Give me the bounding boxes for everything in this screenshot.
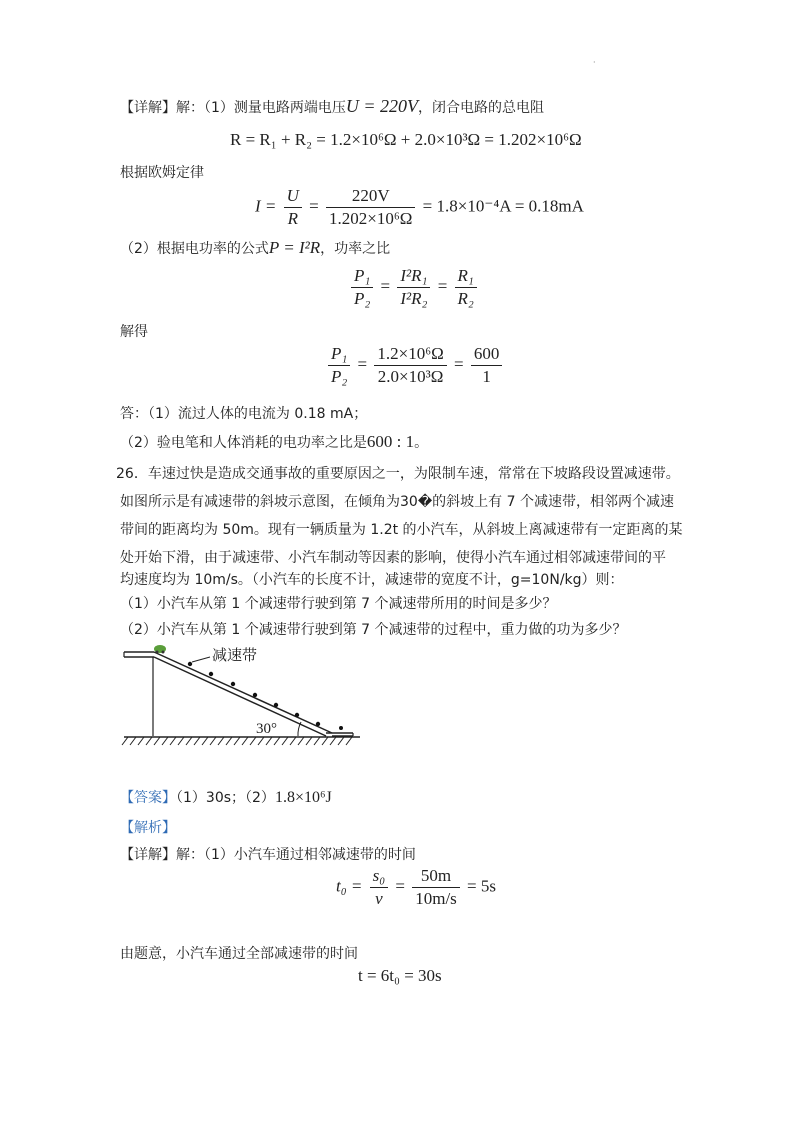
equation-total-time: t = 6t₀ = 30s bbox=[358, 966, 442, 985]
equation-ratio-result bbox=[325, 344, 505, 387]
equals: = bbox=[380, 276, 391, 296]
den: 10m/s bbox=[415, 889, 457, 908]
hatch-mark bbox=[146, 737, 152, 745]
den: I²R₂ bbox=[400, 289, 428, 308]
eq-rhs: = 1.8×10⁻⁴A = 0.18mA bbox=[422, 196, 584, 216]
label-pointer bbox=[192, 657, 210, 662]
den: v bbox=[375, 889, 383, 908]
hatch-mark bbox=[346, 737, 352, 745]
question-26-line-5: 均速度均为 10m/s。（小汽车的长度不计，减速带的宽度不计，g=10N/kg）则： bbox=[120, 572, 624, 588]
den: 2.0×10³Ω bbox=[377, 367, 444, 386]
hatch-mark bbox=[234, 737, 240, 745]
detail-line-1 bbox=[120, 96, 544, 118]
power-formula-line bbox=[120, 238, 390, 259]
speed-bump bbox=[209, 672, 213, 676]
hatch-mark bbox=[274, 737, 280, 745]
fraction bbox=[471, 344, 503, 387]
den: R bbox=[287, 209, 298, 228]
num: P₁ bbox=[328, 344, 350, 366]
speed-bump bbox=[188, 662, 192, 666]
speed-bump-label: 减速带 bbox=[212, 646, 258, 664]
equation-total-resistance: R = R₁ + R₂ = 1.2×10⁶Ω + 2.0×10³Ω = 1.202×10⁶Ω bbox=[230, 130, 582, 149]
hatch-mark bbox=[306, 737, 312, 745]
answer-tag: 【答案】 bbox=[120, 790, 176, 806]
hatch-mark bbox=[186, 737, 192, 745]
fraction bbox=[370, 866, 389, 909]
hatch-mark bbox=[178, 737, 184, 745]
car-wheel bbox=[156, 651, 159, 654]
hatch-mark bbox=[130, 737, 136, 745]
math-power: P = I²R bbox=[268, 238, 321, 257]
answer-line bbox=[120, 788, 332, 808]
hatch-mark bbox=[282, 737, 288, 745]
equals: = bbox=[454, 354, 464, 374]
num: I²R₁ bbox=[397, 266, 430, 288]
text: ，闭合电路的总电阻 bbox=[418, 100, 545, 116]
den: 1.202×10⁶Ω bbox=[329, 209, 413, 228]
solve-line: 解得 bbox=[120, 324, 148, 340]
eq-rhs: = 5s bbox=[467, 876, 496, 896]
answer-line-1: 答：（1）流过人体的电流为 0.18 mA； bbox=[120, 406, 368, 422]
hatch-mark bbox=[202, 737, 208, 745]
text: 【详解】解：（1）测量电路两端电压 bbox=[120, 100, 346, 116]
num: P₁ bbox=[351, 266, 373, 288]
hatch-mark bbox=[210, 737, 216, 745]
math-voltage: U = 220V bbox=[345, 96, 419, 116]
num: 1.2×10⁶Ω bbox=[374, 344, 446, 366]
den: R₂ bbox=[457, 289, 474, 308]
hatch-mark bbox=[218, 737, 224, 745]
hatch-mark bbox=[242, 737, 248, 745]
text: （2）验电笔和人体消耗的电功率之比是 bbox=[120, 435, 367, 451]
question-26-line-1: 26．车速过快是造成交通事故的重要原因之一，为限制车速，常常在下坡路段设置减速带。 bbox=[116, 466, 680, 482]
hatch-mark bbox=[322, 737, 328, 745]
speed-bump bbox=[274, 703, 278, 707]
fraction bbox=[455, 266, 477, 309]
math-ratio: 600 : 1 bbox=[366, 432, 415, 451]
num: 220V bbox=[326, 186, 415, 208]
hatch-mark bbox=[338, 737, 344, 745]
detail-line-3: 由题意，小汽车通过全部减速带的时间 bbox=[120, 946, 358, 962]
hatch-mark bbox=[138, 737, 144, 745]
angle-label: 30° bbox=[256, 721, 277, 737]
hatch-mark bbox=[258, 737, 264, 745]
den: 1 bbox=[482, 367, 491, 386]
hatch-mark bbox=[266, 737, 272, 745]
hatch-mark bbox=[162, 737, 168, 745]
hatch-mark bbox=[154, 737, 160, 745]
fraction bbox=[397, 266, 430, 309]
num: s₀ bbox=[370, 866, 389, 888]
den: P₂ bbox=[354, 289, 371, 308]
detail-line-2: 【详解】解：（1）小汽车通过相邻减速带的时间 bbox=[120, 847, 416, 863]
hatch-mark bbox=[226, 737, 232, 745]
speed-bump bbox=[253, 693, 257, 697]
eq-lhs: I = bbox=[255, 196, 277, 216]
hatch-mark bbox=[170, 737, 176, 745]
equals: = bbox=[309, 196, 319, 216]
question-26-part-1: （1）小汽车从第 1 个减速带行驶到第 7 个减速带所用的时间是多少？ bbox=[120, 596, 557, 612]
speed-bump bbox=[231, 682, 235, 686]
num: R₁ bbox=[455, 266, 477, 288]
equation-power-ratio bbox=[348, 266, 480, 309]
num: U bbox=[284, 186, 302, 208]
hatch-mark bbox=[314, 737, 320, 745]
speed-bump bbox=[295, 713, 299, 717]
answer-text: （1）30s；（2） bbox=[176, 790, 275, 806]
hatch-mark bbox=[194, 737, 200, 745]
text: （2）根据电功率的公式 bbox=[120, 241, 269, 257]
corner-mark: · bbox=[593, 58, 596, 67]
question-26-line-4: 处开始下滑，由于减速带、小汽车制动等因素的影响，使得小汽车通过相邻减速带间的平 bbox=[120, 550, 666, 566]
equation-time-interval bbox=[336, 866, 496, 909]
num: 50m bbox=[412, 866, 460, 888]
car-wheel bbox=[162, 651, 165, 654]
equals: = bbox=[437, 276, 448, 296]
hatch-mark bbox=[330, 737, 336, 745]
fraction-u-over-r bbox=[284, 186, 302, 229]
slope-surface bbox=[154, 652, 332, 733]
ground-hatch bbox=[122, 737, 352, 745]
den: P₂ bbox=[331, 367, 348, 386]
equals: = bbox=[357, 354, 368, 374]
analysis-tag: 【解析】 bbox=[120, 820, 176, 836]
question-26-line-2: 如图所示是有减速带的斜坡示意图，在倾角为30�的斜坡上有 7 个减速带，相邻两个减速 bbox=[120, 494, 674, 510]
text: ，功率之比 bbox=[320, 241, 391, 257]
text: 。 bbox=[414, 435, 429, 451]
fraction bbox=[412, 866, 460, 909]
question-26-part-2: （2）小汽车从第 1 个减速带行驶到第 7 个减速带的过程中，重力做的功为多少？ bbox=[120, 622, 627, 638]
fraction bbox=[374, 344, 446, 387]
fraction-values bbox=[326, 186, 415, 229]
answer-math: 1.8×10⁶J bbox=[274, 789, 332, 806]
fraction bbox=[328, 344, 350, 387]
speed-bump bbox=[339, 726, 343, 730]
question-26-line-3: 带间的距离均为 50m。现有一辆质量为 1.2t 的小汽车，从斜坡上离减速带有一定距离的某 bbox=[120, 522, 683, 538]
speed-bump bbox=[316, 722, 320, 726]
ohm-law-line: 根据欧姆定律 bbox=[120, 165, 204, 181]
hatch-mark bbox=[122, 737, 128, 745]
equation-current bbox=[255, 186, 584, 229]
fraction bbox=[351, 266, 373, 309]
hatch-mark bbox=[250, 737, 256, 745]
answer-line-2 bbox=[120, 432, 428, 453]
num: 600 bbox=[471, 344, 503, 366]
eq-lhs: t₀ = bbox=[336, 876, 363, 896]
slope-diagram bbox=[120, 640, 370, 760]
hatch-mark bbox=[298, 737, 304, 745]
equals: = bbox=[395, 876, 405, 896]
hatch-mark bbox=[290, 737, 296, 745]
